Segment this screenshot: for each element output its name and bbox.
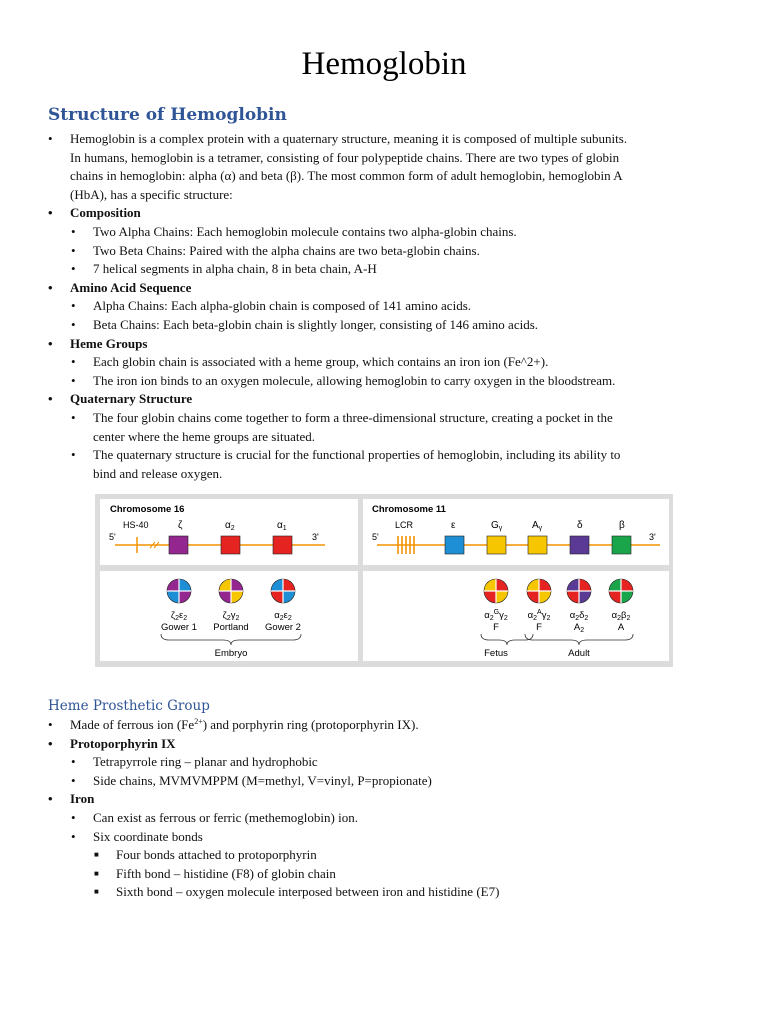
structure-list bbox=[48, 130, 738, 483]
gene-box-delta bbox=[570, 536, 589, 554]
list-item: • Made of ferrous ion $(Fe^{2+})$ and porphyrin ring (protoporphyrin IX). bbox=[48, 717, 419, 732]
page-title: Hemoglobin bbox=[301, 46, 467, 82]
hb-formula-f-a: $\alpha_2^A\gamma_2$ bbox=[527, 609, 551, 622]
list-item: • The four globin chains come together to form a three-dimensional structure, creating a pocket in the center where the heme groups are situated. bbox=[48, 409, 738, 446]
chr11-title: Chromosome 11 bbox=[372, 504, 446, 515]
superscript: 2+ bbox=[194, 717, 203, 726]
iron-subitem: Four bonds attached to protoporphyrin bbox=[116, 847, 317, 863]
group-label-adult: Adult bbox=[568, 648, 590, 659]
quaternary-item-line: bind and release oxygen. bbox=[93, 465, 223, 481]
intro-line-3: chains in hemoglobin: alpha (α) and beta (β). The most common form of adult hemoglobin, hemoglobin A bbox=[70, 168, 623, 184]
list-item: • Quaternary Structure bbox=[48, 391, 193, 407]
gene-box-alpha2 bbox=[221, 536, 240, 554]
intro-line-1: Hemoglobin is a complex protein with a quaternary structure, meaning it is composed of multiple subunits. bbox=[70, 131, 628, 146]
heme-list bbox=[48, 716, 738, 902]
heme-item: The iron ion binds to an oxygen molecule, allowing hemoglobin to carry oxygen in the bloodstream. bbox=[93, 372, 616, 388]
gene-box-alpha1 bbox=[273, 536, 292, 554]
gene-label-ggamma: $G_\gamma$ bbox=[491, 520, 503, 532]
hb-a2-icon bbox=[567, 579, 591, 603]
hb-name-f-a: F bbox=[536, 622, 542, 633]
hb-gower1-icon bbox=[167, 579, 191, 603]
hb-formula-f-g: $\alpha_2^G\gamma_2$ bbox=[484, 609, 508, 622]
iron-subitem: Fifth bond – histidine (F8) of globin chain bbox=[116, 865, 336, 881]
group-label-fetus: Fetus bbox=[484, 648, 508, 659]
iron-item: Can exist as ferrous or ferric (methemoglobin) ion. bbox=[93, 809, 358, 825]
heme-item: Each globin chain is associated with a heme group, which contains an iron ion (Fe^2+). bbox=[93, 354, 549, 370]
heme-item-text: Made of ferrous ion (Fe bbox=[70, 717, 195, 732]
chr16-title: Chromosome 16 bbox=[110, 504, 185, 515]
hb-name-f-g: F bbox=[493, 622, 499, 633]
hb-name-a2: $A_2$ bbox=[573, 622, 585, 634]
composition-item: Two Alpha Chains: Each hemoglobin molecule contains two alpha-globin chains. bbox=[93, 223, 517, 239]
list-item: • Heme Groups bbox=[48, 335, 148, 351]
list-item: • Tetrapyrrole ring – planar and hydrophobic bbox=[71, 754, 318, 770]
hb-f-g-icon bbox=[484, 579, 508, 603]
gene-box-zeta bbox=[169, 536, 188, 554]
list-item: • Six coordinate bonds bbox=[71, 828, 203, 844]
list-item: • Composition bbox=[48, 205, 141, 221]
gene-label-hs40: HS-40 bbox=[123, 520, 149, 530]
hb-gower2-icon bbox=[271, 579, 295, 603]
intro-line-4: (HbA), has a specific structure: bbox=[70, 186, 233, 202]
amino-item: Alpha Chains: Each alpha-globin chain is composed of 141 amino acids. bbox=[93, 298, 471, 314]
protoporphyrin-label: Protoporphyrin IX bbox=[70, 735, 176, 751]
chr11-3prime: 3' bbox=[649, 532, 656, 542]
chr16-5prime: 5' bbox=[109, 532, 116, 542]
quaternary-item-line: center where the heme groups are situated. bbox=[93, 428, 315, 444]
iron-subitem: Sixth bond – oxygen molecule interposed between iron and histidine (E7) bbox=[116, 884, 500, 900]
heme-label: Heme Groups bbox=[70, 335, 148, 351]
hb-name-gower1: Gower 1 bbox=[161, 622, 197, 633]
hb-formula-a: $\alpha_2\beta_2$ bbox=[611, 610, 631, 622]
heme-item-text: ) and porphyrin ring (protoporphyrin IX). bbox=[202, 717, 419, 732]
hb-formula-portland: $\zeta_2\gamma_2$ bbox=[222, 610, 240, 622]
gene-box-epsilon bbox=[445, 536, 464, 554]
hb-name-gower2: Gower 2 bbox=[265, 622, 301, 633]
list-item: • Hemoglobin is a complex protein with a quaternary structure, meaning it is composed of multiple subunits. In humans, hemoglobin is a tetramer, consisting of four polypeptide chains. There are two types of globin chains in hemoglobin: alpha (α) and beta (β). The most common form of adult hemoglobin, hemoglobin A (HbA), has a specific structure: bbox=[48, 130, 738, 204]
list-item: • The iron ion binds to an oxygen molecule, allowing hemoglobin to carry oxygen in the bloodstream. bbox=[71, 372, 616, 388]
gene-label-agamma: $A_\gamma$ bbox=[532, 520, 543, 532]
hb-name-a: A bbox=[617, 622, 625, 633]
hb-a-icon bbox=[609, 579, 633, 603]
gene-label-lcr: LCR bbox=[395, 520, 414, 530]
chr16-3prime: 3' bbox=[312, 532, 319, 542]
hb-name-portland: Portland bbox=[213, 622, 249, 633]
list-item: • Protoporphyrin IX bbox=[48, 735, 176, 751]
gene-label-epsilon: ε bbox=[451, 520, 456, 531]
amino-item: Beta Chains: Each beta-globin chain is slightly longer, consisting of 146 amino acids. bbox=[93, 316, 539, 332]
gene-label-alpha2: $\alpha_2$ bbox=[225, 520, 235, 532]
amino-label: Amino Acid Sequence bbox=[70, 279, 192, 295]
iron-item: Six coordinate bonds bbox=[93, 828, 203, 844]
hb-formula-gower2: $\alpha_2\varepsilon_2$ bbox=[274, 610, 292, 622]
hb-portland-icon bbox=[219, 579, 243, 603]
composition-item: Two Beta Chains: Paired with the alpha chains are two beta-globin chains. bbox=[93, 242, 480, 258]
quaternary-item-line: The quaternary structure is crucial for the functional properties of hemoglobin, including its ability to bbox=[93, 447, 621, 463]
hb-formula-gower1: $\zeta_2\varepsilon_2$ bbox=[170, 610, 188, 622]
intro-line-2: In humans, hemoglobin is a tetramer, consisting of four polypeptide chains. There are two types of globin bbox=[70, 149, 620, 165]
list-item: • Beta Chains: Each beta-globin chain is slightly longer, consisting of 146 amino acids. bbox=[71, 316, 539, 332]
quaternary-label: Quaternary Structure bbox=[70, 391, 193, 407]
list-item: • Two Alpha Chains: Each hemoglobin molecule contains two alpha-globin chains. bbox=[71, 223, 517, 239]
list-item: • Alpha Chains: Each alpha-globin chain is composed of 141 amino acids. bbox=[71, 298, 471, 314]
gene-label-alpha1: $\alpha_1$ bbox=[277, 520, 287, 532]
gene-label-beta: β bbox=[619, 520, 625, 531]
gene-box-agamma bbox=[528, 536, 547, 554]
list-item: • Side chains, MVMVMPPM (M=methyl, V=vinyl, P=propionate) bbox=[71, 772, 432, 788]
iron-label: Iron bbox=[70, 791, 95, 807]
section-heading-structure: Structure of Hemoglobin bbox=[48, 105, 287, 125]
gene-label-zeta: ζ bbox=[178, 520, 183, 531]
hb-formula-a2: $\alpha_2\delta_2$ bbox=[569, 610, 589, 622]
hb-f-a-icon bbox=[527, 579, 551, 603]
gene-box-ggamma bbox=[487, 536, 506, 554]
quaternary-item-line: The four globin chains come together to form a three-dimensional structure, creating a pocket in the bbox=[93, 409, 613, 425]
composition-label: Composition bbox=[70, 205, 141, 221]
gene-label-delta: δ bbox=[577, 520, 583, 531]
list-item: • Two Beta Chains: Paired with the alpha chains are two beta-globin chains. bbox=[71, 242, 480, 258]
list-item: • Can exist as ferrous or ferric (methemoglobin) ion. bbox=[71, 809, 358, 825]
chr11-5prime: 5' bbox=[372, 532, 379, 542]
list-item: • The quaternary structure is crucial for the functional properties of hemoglobin, including its ability to bind and release oxygen. bbox=[48, 446, 738, 483]
list-item: ■ Sixth bond – oxygen molecule interposed between iron and histidine (E7) bbox=[94, 884, 500, 900]
globin-gene-figure bbox=[95, 494, 673, 667]
section-heading-heme: Heme Prosthetic Group bbox=[48, 698, 210, 714]
proto-item: Tetrapyrrole ring – planar and hydrophobic bbox=[93, 754, 318, 770]
group-label-embryo: Embryo bbox=[214, 648, 248, 659]
composition-item: 7 helical segments in alpha chain, 8 in beta chain, A-H bbox=[93, 261, 377, 277]
proto-item: Side chains, MVMVMPPM (M=methyl, V=vinyl, P=propionate) bbox=[93, 772, 432, 788]
list-item: • Each globin chain is associated with a heme group, which contains an iron ion (Fe^2+). bbox=[71, 354, 549, 370]
list-item: • Amino Acid Sequence bbox=[48, 279, 192, 295]
list-item: ■ Four bonds attached to protoporphyrin bbox=[94, 847, 317, 863]
list-item: • Iron bbox=[48, 791, 95, 807]
list-item: • 7 helical segments in alpha chain, 8 in beta chain, A-H bbox=[71, 261, 377, 277]
gene-box-beta bbox=[612, 536, 631, 554]
list-item: ■ Fifth bond – histidine (F8) of globin chain bbox=[94, 865, 336, 881]
